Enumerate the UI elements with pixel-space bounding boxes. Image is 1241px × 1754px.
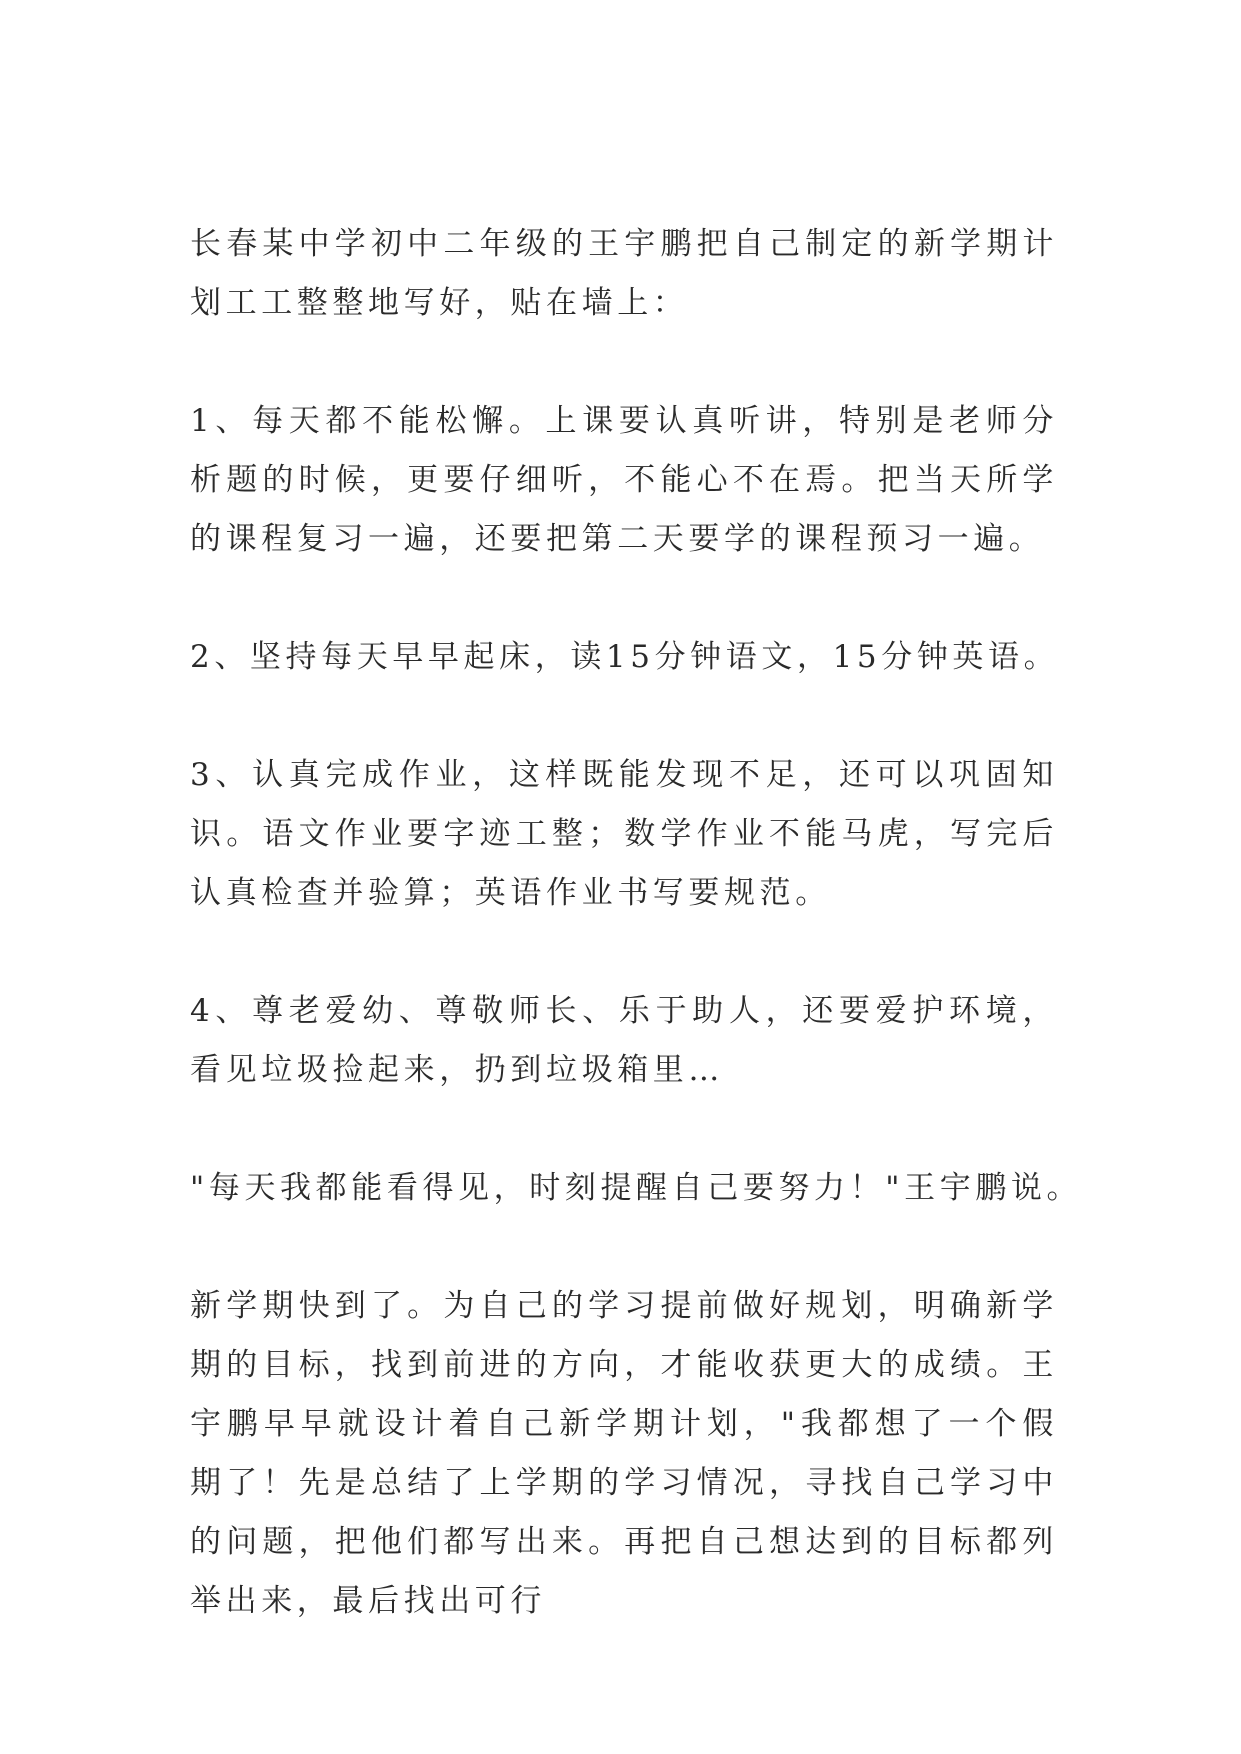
paragraph-plan-item-2: 2、坚持每天早早起床，读15分钟语文，15分钟英语。 [190, 639, 1060, 675]
paragraph-plan-item-1: 1、每天都不能松懈。上课要认真听讲，特别是老师分析题的时候，更要仔细听，不能心不在焉。把当天所学的课程复习一遍，还要把第二天要学的课程预习一遍。 [190, 403, 1058, 557]
paragraph-intro: 长春某中学初中二年级的王宇鹏把自己制定的新学期计划工工整整地写好，贴在墙上： [190, 226, 1058, 321]
document-body [190, 215, 1083, 1690]
paragraph-plan-item-3: 3、认真完成作业，这样既能发现不足，还可以巩固知识。语文作业要字迹工整；数学作业不能马虎，写完后认真检查并验算；英语作业书写要规范。 [190, 757, 1058, 911]
paragraph-new-semester: 新学期快到了。为自己的学习提前做好规划，明确新学期的目标，找到前进的方向，才能收获更大的成绩。王宇鹏早早就设计着自己新学期计划，"我都想了一个假期了！先是总结了上学期的学习情况，寻找自己学习中的问题，把他们都写出来。再把自己想达到的目标都列举出来，最后找出可行 [190, 1288, 1058, 1619]
paragraph-quote: "每天我都能看得见，时刻提醒自己要努力！"王宇鹏说。 [190, 1170, 1083, 1206]
paragraph-plan-item-4: 4、尊老爱幼、尊敬师长、乐于助人，还要爱护环境，看见垃圾捡起来，扔到垃圾箱里… [190, 993, 1058, 1088]
